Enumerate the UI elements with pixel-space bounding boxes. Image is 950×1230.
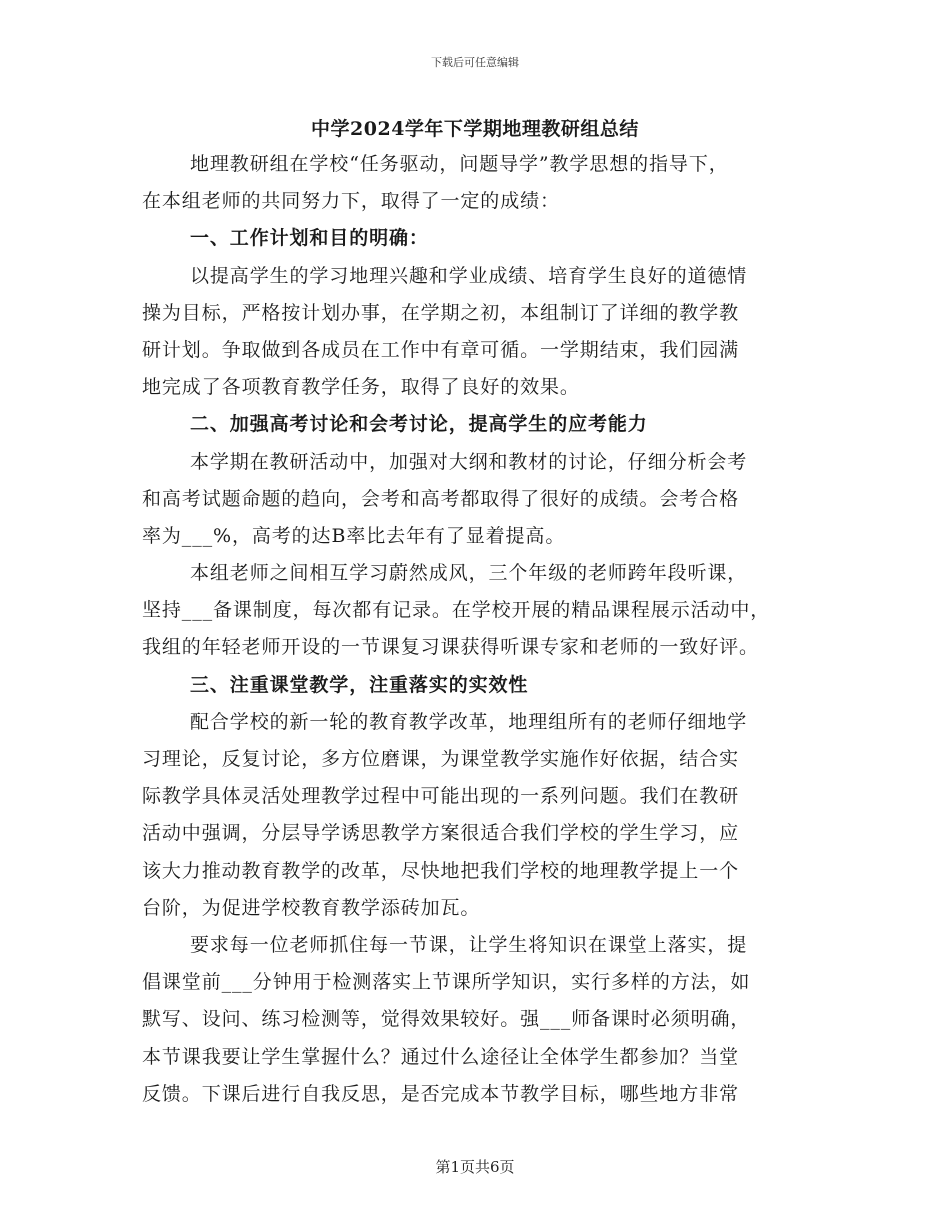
paragraph-line: 和高考试题命题的趋向，会考和高考都取得了很好的成绩。会考合格 — [142, 487, 740, 510]
paragraph-line: 本学期在教研活动中，加强对大纲和教材的讨论，仔细分析会考 — [190, 450, 748, 473]
section-heading: 一、工作计划和目的明确： — [190, 227, 429, 250]
paragraph-line: 以提高学生的学习地理兴趣和学业成绩、培育学生良好的道德情 — [190, 264, 748, 287]
paragraph-line: 默写、设问、练习检测等，觉得效果较好。强___师备课时必须明确， — [142, 1008, 751, 1031]
paragraph-line: 本组老师之间相互学习蔚然成风，三个年级的老师跨年段听课， — [190, 562, 748, 585]
paragraph-line: 地完成了各项教育教学任务，取得了良好的效果。 — [142, 376, 580, 399]
document-body — [142, 146, 810, 1113]
paragraph-line: 在本组老师的共同努力下，取得了一定的成绩： — [142, 190, 560, 213]
paragraph-line: 要求每一位老师抓住每一节课，让学生将知识在课堂上落实，提 — [190, 933, 748, 956]
page-footer: 第1页共6页 — [435, 1158, 515, 1176]
paragraph-line: 台阶，为促进学校教育教学添砖加瓦。 — [142, 896, 481, 919]
section-heading: 三、注重课堂教学，注重落实的实效性 — [190, 673, 529, 696]
paragraph-line: 我组的年轻老师开设的一节课复习课获得听课专家和老师的一致好评。 — [142, 636, 759, 659]
paragraph-line: 反馈。下课后进行自我反思，是否完成本节教学目标，哪些地方非常 — [142, 1082, 740, 1105]
paragraph-line: 本节课我要让学生掌握什么？通过什么途径让全体学生都参加？当堂 — [142, 1045, 740, 1068]
paragraph-line: 坚持___备课制度，每次都有记录。在学校开展的精品课程展示活动中， — [142, 599, 771, 622]
paragraph-line: 配合学校的新一轮的教育教学改革，地理组所有的老师仔细地学 — [190, 710, 748, 733]
paragraph-line: 活动中强调，分层导学诱思教学方案很适合我们学校的学生学习，应 — [142, 822, 740, 845]
paragraph-line: 研计划。争取做到各成员在工作中有章可循。一学期结束，我们园满 — [142, 338, 740, 361]
section-heading: 二、加强高考讨论和会考讨论，提高学生的应考能力 — [190, 413, 648, 436]
paragraph-line: 倡课堂前___分钟用于检测落实上节课所学知识，实行多样的方法，如 — [142, 971, 751, 994]
document-title: 中学2024学年下学期地理教研组总结 — [311, 118, 639, 140]
header-note: 下载后可任意编辑 — [431, 56, 519, 69]
paragraph-line: 习理论，反复讨论，多方位磨课，为课堂教学实施作好依据，结合实 — [142, 748, 740, 770]
paragraph-line: 地理教研组在学校“任务驱动，问题导学”教学思想的指导下， — [190, 153, 729, 175]
paragraph-line: 操为目标，严格按计划办事，在学期之初，本组制订了详细的教学教 — [142, 301, 740, 324]
paragraph-line: 际教学具体灵活处理教学过程中可能出现的一系列问题。我们在教研 — [142, 785, 740, 808]
paragraph-line: 该大力推动教育教学的改革，尽快地把我们学校的地理教学提上一个 — [142, 859, 740, 882]
paragraph-line: 率为___%，高考的达B率比去年有了显着提高。 — [142, 524, 566, 547]
